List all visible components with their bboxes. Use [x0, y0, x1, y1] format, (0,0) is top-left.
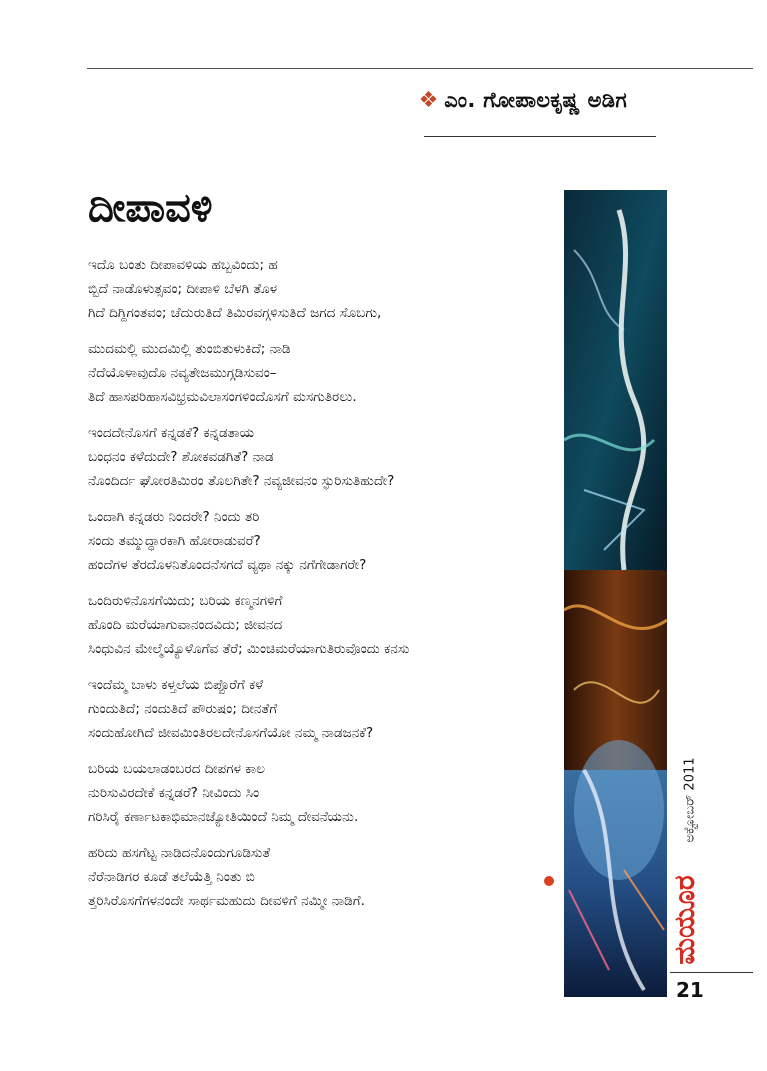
- poem-stanza: [88, 841, 563, 913]
- poem-title: ದೀಪಾವಳಿ: [88, 185, 213, 231]
- poem-body: [88, 253, 563, 925]
- decorative-artwork: [564, 190, 667, 997]
- poem-line: ಒಂದಿರುಳಿನೊಸಗೆಯಿದು; ಬರಿಯ ಕಣ್ಮನಗಳಿಗೆ: [88, 593, 283, 609]
- poem-line: ಸಂದುಹೋಗಿದೆ ಜೀವಮಿಂತಿರಲದೇನೊಸಗೆಯೋ ನಮ್ಮ ನಾಡಜನಕೆ?: [88, 725, 374, 741]
- poem-stanza: [88, 253, 563, 325]
- poem-line: ನೆದೆಯೊಳಾವುದೊ ನವ್ಯತೇಜಮುಗ್ಗಡಿಸುವಂ–: [88, 365, 277, 381]
- poem-stanza: [88, 757, 563, 829]
- orange-dot-bullet: [544, 876, 554, 886]
- poem-line: ತ್ತರಿಸಿರೊಸಗೆಗಳನಂದೇ ಸಾರ್ಥಮಹುದು ದೀವಳಿಗೆ ನಮ್ಮೀ ನಾಡಿಗೆ.: [88, 893, 365, 909]
- poem-stanza: [88, 589, 563, 661]
- magazine-name: [660, 875, 710, 965]
- poem-line: ಹೊಂದಿ ಮರೆಯಾಗುವಾನಂದವಿದು; ಜೀವನದ: [88, 617, 283, 633]
- header-rule: [87, 68, 753, 69]
- diamond-bullet-icon: ❖: [418, 87, 439, 113]
- poem-line: ಗರಿಸಿರೈ ಕರ್ಣಾಟಕಾಭಿಮಾನಜ್ಯೋತಿಯಿಂದೆ ನಿಮ್ಮ ದೇವನೆಯನು.: [88, 809, 359, 825]
- issue-date-text: ಅಕ್ಟೋಬರ್ 2011: [682, 757, 698, 843]
- poem-line: ಹರಿದು ಹಸಗೆಟ್ಟ ನಾಡಿದನೊಂದುಗೂಡಿಸುತೆ: [88, 845, 271, 861]
- poem-line: ಬ್ಬಿದೆ ನಾಡೊಳುತ್ಸವಂ; ದೀಪಾಳಿ ಬೆಳಗಿ ತೊಳ: [88, 281, 278, 297]
- poem-line: ಹಂದೆಗಳ ತೆರದೊಳನಿತೊಂದನೆಸಗದೆ ವ್ಯಥಾ ನಕ್ಕು ನಗೆಗೇಡಾಗರೇ?: [88, 557, 367, 573]
- poem-line: ಬರಿಯ ಬಯಲಾಡಂಬರದ ದೀಪಗಳ ಕಾಲ: [88, 761, 265, 777]
- poem-line: ಇದೊ ಬಂತು ದೀಪಾವಳಿಯ ಹಬ್ಬವಿಂದು; ಹ: [88, 257, 278, 273]
- poem-line: ಗಿದೆ ದಿಗ್ದಿಗಂತವಂ; ಚೆದುರುತಿದೆ ತಿಮಿರವಗ್ಗಳಿಸುತಿದೆ ಜಗದ ಸೊಬಗು,: [88, 305, 382, 321]
- poem-line: ಗುಂದುತಿದೆ; ನಂದುತಿದೆ ಪೌರುಷಂ; ದೀನತೆಗೆ: [88, 701, 278, 717]
- poem-stanza: [88, 505, 563, 577]
- poem-line: ಸಂದು ತಮ್ಮುದ್ಧಾರಕಾಗಿ ಹೋರಾಡುವರೆ?: [88, 533, 261, 549]
- poem-line: ಇಂದದೇನೊಸಗೆ ಕನ್ನಡಕೆ? ಕನ್ನಡತಾಯ: [88, 425, 255, 441]
- poem-line: ತಿದೆ ಹಾಸಪರಿಹಾಸವಿಭ್ರಮವಿಲಾಸಂಗಳಿಂದೊಸಗೆ ಮಸಗುತಿರಲು.: [88, 389, 357, 405]
- poem-line: ಬಂಧನಂ ಕಳೆದುದೇ? ಶೋಕವಡಗಿತೆ? ನಾಡ: [88, 449, 274, 465]
- poem-stanza: [88, 337, 563, 409]
- poem-line: ಒಂದಾಗಿ ಕನ್ನಡರು ನಿಂದರೇ? ನಿಂದು ತರಿ: [88, 509, 260, 525]
- author-name: ಎಂ. ಗೋಪಾಲಕೃಷ್ಣ ಅಡಿಗ: [444, 88, 627, 112]
- poem-stanza: [88, 421, 563, 493]
- poem-line: ನುರಿಸುವಿರದೇಕೆ ಕನ್ನಡರೆ? ನೀವಿಂದು ಸಿಂ: [88, 785, 260, 801]
- magazine-name-text: ಮಯೂರ: [668, 875, 701, 965]
- page-number: 21: [676, 978, 704, 1002]
- poem-stanza: [88, 673, 563, 745]
- author-underline: [424, 136, 656, 137]
- poem-line: ಸಿಂಧುವಿನ ಮೇಲ್ಮೆಯ್ಯೊಳೊಗೆವ ತೆರೆ; ಮಿಂಚಿಮರೆಯಾಗುತಿರುವೊಂದು ಕನಸು: [88, 641, 410, 657]
- author-block: [419, 88, 627, 113]
- artwork-image: [564, 190, 667, 997]
- issue-date: [670, 720, 710, 880]
- page-number-rule: [670, 972, 753, 973]
- poem-line: ನೊಂದಿರ್ದ ಘೋರತಿಮಿರಂ ತೊಲಗಿತೇ? ನವ್ಯಜೀವನಂ ಸ್ಫುರಿಸುತಿಹುದೇ?: [88, 473, 395, 489]
- poem-line: ನೆರೆನಾಡಿಗರ ಕೂಡೆ ತಲೆಯೆತ್ತಿ ನಿಂತು ಬಿ: [88, 869, 255, 885]
- poem-line: ಮುದಮಲ್ಲಿ ಮುದಮಿಲ್ಲಿ ತುಂಬಿತುಳುಕಿದೆ; ನಾಡಿ: [88, 341, 291, 357]
- poem-line: ಇಂದೆಮ್ಮ ಬಾಳು ಕಳ್ತಲೆಯ ಬಿಪ್ಪೊರೆಗೆ ಕಳೆ: [88, 677, 264, 693]
